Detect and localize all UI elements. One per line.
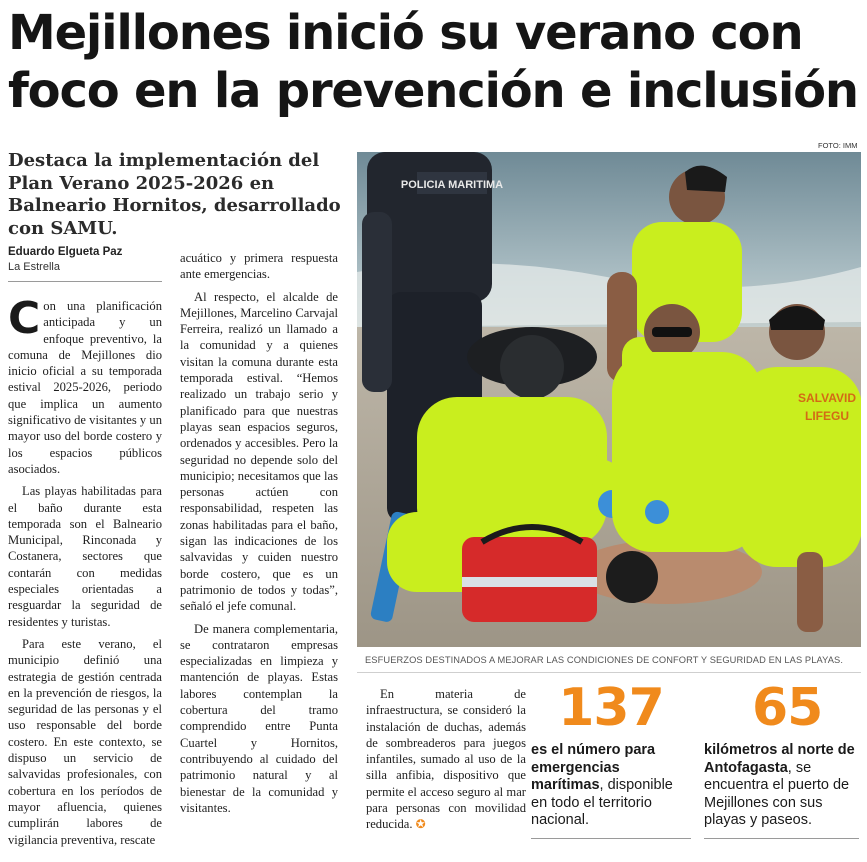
body-paragraph: En materia de infraestructura, se consideró la instalación de duchas, además de sombreaderos para juegos infantiles, sumado al uso de la silla anfibia, dispositivo que permite el acceso seguro al mar para personas con movilidad reducida. ✪	[366, 687, 526, 832]
body-paragraph: Al respecto, el alcalde de Mejillones, Marcelino Carvajal Ferreira, realizó un llamado a la comunidad y a quienes visitan la comuna durante esta temporada estival. “Hemos realizado un trabajo serio y planificado para que nuestras playas sean espacios seguros, ordenados y accesibles. Pero la seguridad no depende solo del municipio; necesitamos que las personas actúen con responsabilidad, respeten las zonas habilitadas para el baño, sigan las indicaciones de los salvavidas y cuiden nuestro borde costero, que es un patrimonio de todos y todas”, señaló el jefe comunal.	[180, 289, 338, 614]
body-paragraph: acuático y primera respuesta ante emergencias.	[180, 251, 338, 282]
author-byline: Eduardo Elgueta Paz	[8, 246, 123, 258]
vest-label: POLICIA MARITIMA	[400, 179, 504, 191]
stat-description: es el número para emergencias marítimas, disponible en todo el territorio nacional.	[531, 742, 673, 828]
body-paragraph: Para este verano, el municipio definió una estrategia de gestión centrada en la prevención de riesgos, la seguridad de las personas y el uso responsable del borde costero. En este contexto, se dispuso un servicio de salvavidas profesionales, con cobertura en los períodos de mayor afluencia, quienes cumplirán labores de vigilancia preventiva, rescate	[8, 636, 162, 847]
stat-box-2	[704, 680, 859, 839]
drop-cap: C	[8, 293, 41, 344]
news-photo	[357, 152, 861, 647]
stat-number: 137	[558, 678, 664, 738]
byline-divider	[8, 281, 162, 282]
shirt-label-2: LIFEGU	[805, 409, 849, 423]
stat-divider	[531, 838, 691, 839]
body-column-1	[8, 293, 162, 848]
body-paragraph: De manera complementaria, se contrataron empresas especializadas en limpieza y mantención de playas. Estas labores contemplan la cobertura del tramo comprendido entre Punta Cuartel y Hornitos, contribuyendo al cuidado del patrimonio natural y al bienestar de la comunidad y visitantes.	[180, 621, 338, 815]
photo-caption: ESFUERZOS DESTINADOS A MEJORAR LAS CONDICIONES DE CONFORT Y SEGURIDAD EN LAS PLAYAS.	[365, 655, 843, 665]
stat-description: kilómetros al norte de Antofagasta, se encuentra el puerto de Mejillones con sus playas y paseos.	[704, 742, 855, 828]
headline: Mejillones inició su verano con foco en la prevención e inclusión	[8, 5, 858, 119]
caption-divider	[357, 672, 861, 673]
beach-rescue-illustration	[357, 152, 861, 647]
stat-box-1	[531, 680, 691, 839]
outlet-name: La Estrella	[8, 261, 60, 273]
photo-credit: FOTO: IMM	[818, 141, 858, 150]
stat-divider	[704, 838, 859, 839]
end-mark-icon: ✪	[415, 817, 426, 832]
body-paragraph: Las playas habilitadas para el baño durante esta temporada son el Balneario Municipal, Rinconada y Costanera, sectores que contarán con medidas especiales orientadas a resguardar la seguridad de residentes y turistas.	[8, 484, 162, 629]
stat-number: 65	[752, 678, 823, 738]
medical-bag	[462, 527, 597, 622]
body-column-2	[180, 250, 338, 816]
shirt-label-1: SALVAVID	[797, 391, 857, 405]
body-column-3	[366, 686, 526, 833]
body-paragraph: Con una planificación anticipada y un enfoque preventivo, la comuna de Mejillones dio inicio oficial a su temporada estival 2025-2026, periodo que implica un aumento significativo de visitantes y un mayor uso del borde costero y los espacios públicos asociados.	[8, 293, 162, 476]
deck-subtitle: Destaca la implementación del Plan Verano 2025-2026 en Balneario Hornitos, desarrollado con SAMU.	[8, 150, 341, 239]
